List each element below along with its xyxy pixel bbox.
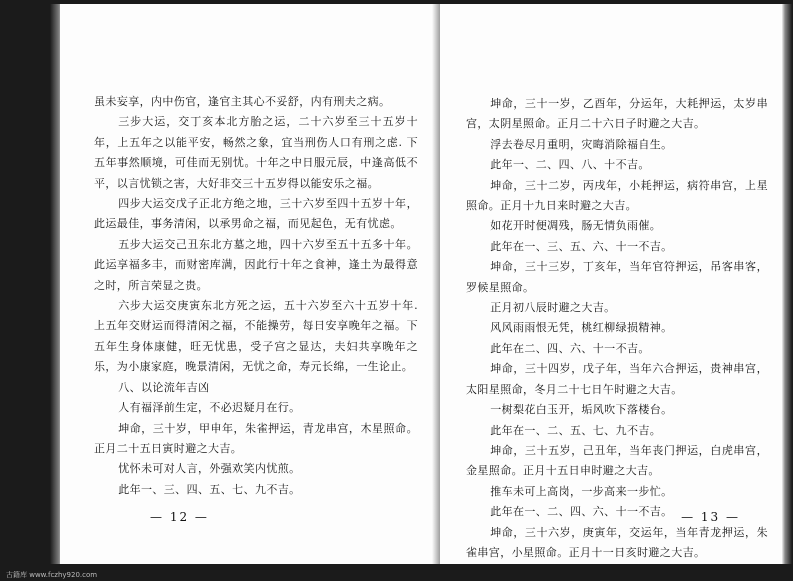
paragraph: 三步大运，交丁亥本北方胎之运，二十六岁至三十五岁十年，上五年之以能平安，畅然之象，宜当刑伤人口有刑之虑. 下五年事然顺境，可佳而无别忧。十年之中日服元辰，中逢高低不平，以言忧锁之害，大好非交三十五岁得以能安乐之福。 <box>94 115 418 190</box>
paragraph: 一树梨花白玉开，垢风吹下落楼台。 <box>490 403 673 417</box>
open-book <box>60 4 786 564</box>
paragraph: 此年一、二、四、八、十不吉。 <box>490 158 650 172</box>
paragraph: 风风雨雨恨无凭，桃红柳绿损精神。 <box>490 321 673 335</box>
book-right-edge <box>782 4 792 564</box>
paragraph: 此年在一、三、五、六、十一不吉。 <box>490 239 673 253</box>
right-page-number: — 13 — <box>681 510 740 524</box>
left-page-number: — 12 — <box>150 510 209 524</box>
paragraph: 此年在一、二、五、七、九不吉。 <box>490 423 662 437</box>
paragraph: 此年在一、二、四、六、十一不吉。 <box>490 505 673 519</box>
paragraph: 忧怀未可对人言，外强欢笑内忧煎。 <box>118 462 301 476</box>
left-page <box>60 4 440 564</box>
paragraph: 四步大运交戊子正北方绝之地，三十六岁至四十五岁十年，此运最佳，事务清闲，以承男命之福，而见起色，无有忧虑。 <box>94 197 418 231</box>
paragraph: 坤命，三十四岁，戊子年，当年六合押运，贵神串宫，太阳星照命，冬月二十七日午时避之大吉。 <box>466 362 768 396</box>
paragraph: 坤命，三十五岁，己丑年，当年丧门押运，白虎串宫，金星照命。正月十五日申时避之大吉。 <box>466 443 768 478</box>
paragraph: 人有福泽前生定，不必迟疑月在行。 <box>118 401 301 415</box>
paragraph: 如花开时便凋残，肠无情负雨催。 <box>490 219 662 233</box>
paragraph: 八、以论流年吉凶 <box>118 380 210 394</box>
paragraph: 推车未可上高岗，一步高来一步忙。 <box>490 484 673 498</box>
paragraph: 坤命，三十一岁，乙酉年，分运年，大耗押运，太岁串宫，太阴星照命。正月二十六日子时避之大吉。 <box>466 97 768 131</box>
paragraph: 正月初八辰时避之大吉。 <box>490 301 616 315</box>
paragraph: 六步大运交庚寅东北方死之运，五十六岁至六十五岁十年. 上五年交财运而得清闲之福，不能操劳，每日安享晚年之福。下五年生身体康健，旺无忧患，受子宫之显达，夫妇共享晚年之乐，为小康家庭，晚景清闲，无忧之命，寿元长绵，一生论止。 <box>94 299 418 374</box>
left-page-text <box>94 92 418 500</box>
paragraph: 坤命，三十岁，甲申年，朱雀押运，青龙串宫，木星照命。正月二十五日寅时避之大吉。 <box>94 421 418 455</box>
paragraph: 此年在二、四、六、十一不吉。 <box>490 341 650 355</box>
right-page-text <box>466 94 768 563</box>
paragraph: 坤命，三十三岁，丁亥年，当年官符押运，吊客串客，罗候星照命。 <box>466 260 768 294</box>
paragraph: 坤命，三十二岁，丙戌年，小耗押运，病符串宫，上星照命。正月十九日来时避之大吉。 <box>466 178 768 213</box>
paragraph: 坤命，三十六岁，庚寅年，交运年，当年青龙押运，朱雀串宫，小星照命。正月十一日亥时避之大吉。 <box>466 525 768 559</box>
paragraph: 浮去卷尽月重明，灾晦消除福自生。 <box>490 137 673 151</box>
paragraph: 五步大运交己丑东北方墓之地，四十六岁至五十五多十年。此运享福多丰，而财密库满，因此行十年之食神，逢土为最得意之时，所言荣显之贵。 <box>94 237 418 292</box>
watermark-footer: 古籍库 www.fczhy920.com <box>6 571 98 579</box>
paragraph: 此年一、三、四、五、七、九不吉。 <box>118 482 301 496</box>
paragraph: 虽未妄享，内中伤官，逢官主其心不妥舒，内有刑夫之病。 <box>94 95 391 108</box>
right-page <box>440 4 786 564</box>
